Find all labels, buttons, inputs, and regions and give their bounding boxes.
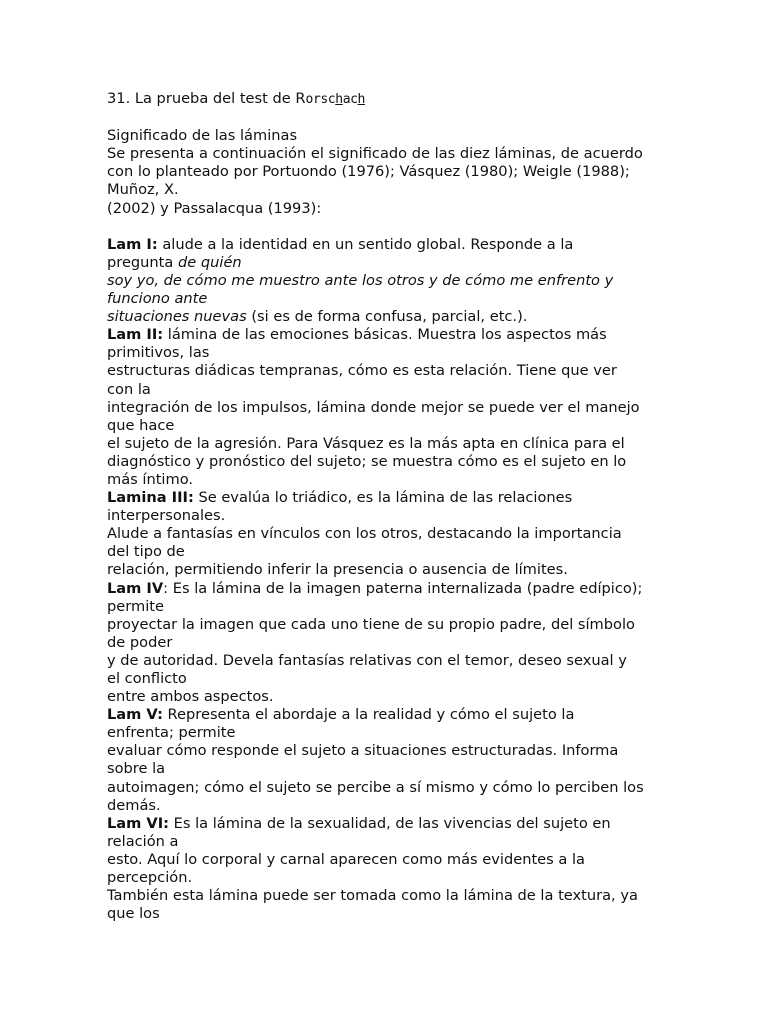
intro-line: Se presenta a continuación el significado de las diez láminas, de acuerdo: [107, 145, 643, 163]
lam3-label: Lamina III:: [107, 489, 194, 507]
lam4-line: permite: [107, 597, 164, 615]
lam4-line: proyectar la imagen que cada uno tiene de su propio padre, del símbolo: [107, 615, 635, 633]
lam2-line: que hace: [107, 416, 175, 434]
lam2-line: estructuras diádicas tempranas, cómo es esta relación. Tiene que ver: [107, 362, 617, 380]
lam5-line: demás.: [107, 796, 161, 814]
lam5-line: sobre la: [107, 760, 166, 778]
lam1-line: situaciones nuevas (si es de forma confusa, parcial, etc.).: [107, 308, 528, 326]
lam1-line: pregunta de quién: [107, 253, 242, 271]
document-page: [107, 90, 667, 923]
lam4-line: Lam IV: Es la lámina de la imagen paterna internalizada (padre edípico);: [107, 579, 643, 597]
lam2-line: el sujeto de la agresión. Para Vásquez es la más apta en clínica para el: [107, 434, 625, 452]
lam3-line: Lamina III: Se evalúa lo triádico, es la lámina de las relaciones: [107, 489, 573, 507]
lam6-line: También esta lámina puede ser tomada como la lámina de la textura, ya: [107, 887, 638, 905]
lam5-line: Lam V: Representa el abordaje a la realidad y cómo el sujeto la: [107, 706, 575, 724]
lam1-line: Lam I: alude a la identidad en un sentido global. Responde a la: [107, 235, 574, 253]
lam4-line: y de autoridad. Devela fantasías relativas con el temor, deseo sexual y: [107, 651, 627, 669]
lam1-line: funciono ante: [107, 290, 208, 308]
lam2-label: Lam II:: [107, 326, 164, 344]
section-heading: Significado de las láminas: [107, 127, 298, 145]
lam4-label: Lam IV: [107, 579, 164, 597]
lam3-line: Alude a fantasías en vínculos con los otros, destacando la importancia: [107, 525, 622, 543]
lam5-line: autoimagen; cómo el sujeto se percibe a sí mismo y cómo lo perciben los: [107, 778, 644, 796]
lam1-label: Lam I:: [107, 235, 158, 253]
lam6-line: percepción.: [107, 869, 193, 887]
lam6-line: relación a: [107, 832, 179, 850]
lam3-line: relación, permitiendo inferir la presencia o ausencia de límites.: [107, 561, 568, 579]
spacer: [107, 109, 667, 127]
lam3-line: interpersonales.: [107, 507, 226, 525]
spacer: [107, 218, 667, 236]
title-tail: orschach: [305, 92, 365, 107]
lam6-line: que los: [107, 905, 160, 923]
intro-line: Muñoz, X.: [107, 181, 179, 199]
lam2-line: más íntimo.: [107, 470, 194, 488]
lam6-label: Lam VI:: [107, 814, 169, 832]
lam2-line: primitivos, las: [107, 344, 210, 362]
lam2-line: con la: [107, 380, 151, 398]
intro-line: (2002) y Passalacqua (1993):: [107, 199, 322, 217]
document-title: 31. La prueba del test de Rorschach: [107, 90, 365, 107]
lam5-line: evaluar cómo responde el sujeto a situaciones estructuradas. Informa: [107, 742, 619, 760]
lam5-label: Lam V:: [107, 706, 163, 724]
lam1-line: soy yo, de cómo me muestro ante los otros y de cómo me enfrento y: [107, 271, 614, 289]
lam2-line: diagnóstico y pronóstico del sujeto; se muestra cómo es el sujeto en lo: [107, 452, 627, 470]
lam6-line: esto. Aquí lo corporal y carnal aparecen como más evidentes a la: [107, 850, 585, 868]
lam5-line: enfrenta; permite: [107, 724, 236, 742]
lam2-line: integración de los impulsos, lámina donde mejor se puede ver el manejo: [107, 398, 640, 416]
lam4-line: entre ambos aspectos.: [107, 688, 274, 706]
lam4-line: el conflicto: [107, 670, 187, 687]
lam2-line: Lam II: lámina de las emociones básicas. Muestra los aspectos más: [107, 326, 607, 344]
lam4-line: de poder: [107, 633, 173, 651]
lam6-line: Lam VI: Es la lámina de la sexualidad, de las vivencias del sujeto en: [107, 814, 611, 832]
intro-line: con lo planteado por Portuondo (1976); Vásquez (1980); Weigle (1988);: [107, 163, 630, 181]
lam3-line: del tipo de: [107, 543, 185, 561]
